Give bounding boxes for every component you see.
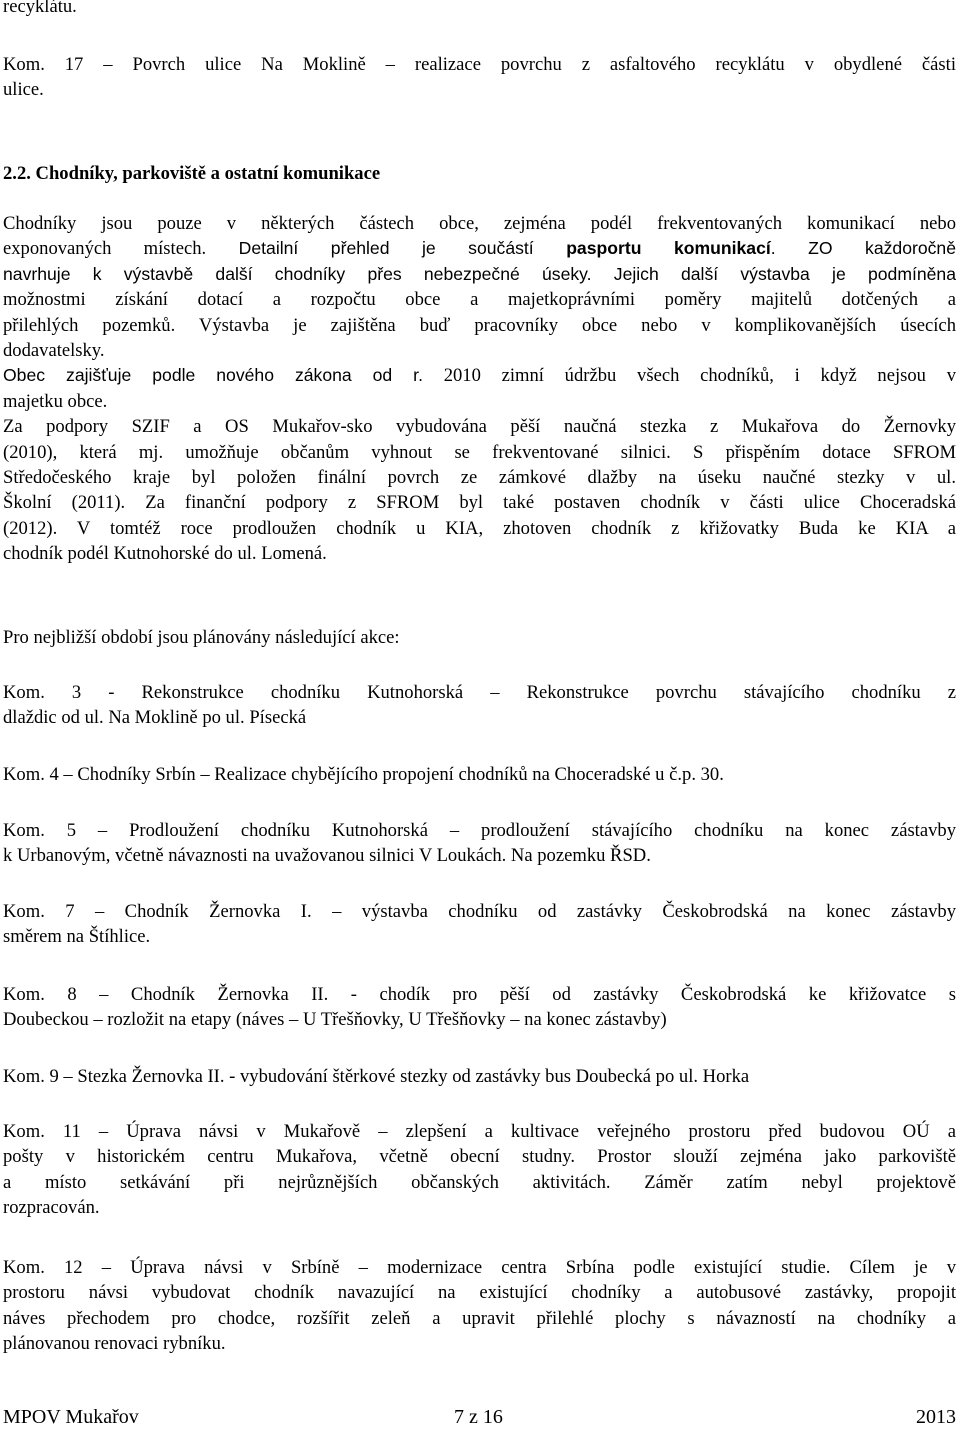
p1-line7: Obec zajišťuje podle nového zákona od r. 2010 zimní údržbu všech chodníků, i když nejsou v bbox=[3, 365, 956, 387]
kom17-paragraph: Kom. 17 – Povrch ulice Na Moklině – realizace povrchu z asfaltového recyklátu v obydlené části ulice. bbox=[3, 54, 956, 101]
page-footer bbox=[3, 1406, 956, 1432]
section-heading: 2.2. Chodníky, parkoviště a ostatní komunikace bbox=[3, 163, 381, 184]
kom8-paragraph: Kom. 8 – Chodník Žernovka II. - chodík pro pěší od zastávky Českobrodská ke křižovatce s Doubeckou – rozložit na etapy (náves – U Třešňovky, U Třešňovky – na konec zástavby) bbox=[3, 984, 956, 1031]
kom4-paragraph: Kom. 4 – Chodníky Srbín – Realizace chybějícího propojení chodníků na Choceradské u č.p. 30. bbox=[3, 764, 724, 785]
kom7-paragraph: Kom. 7 – Chodník Žernovka I. – výstavba chodníku od zastávky Českobrodská na konec zástavby směrem na Štíhlice. bbox=[3, 901, 956, 948]
kom11-paragraph: Kom. 11 – Úprava návsi v Mukařově – zlepšení a kultivace veřejného prostoru před budovou OÚ a pošty v historickém centru Mukařova, včetně obecní studny. Prostor slouží zejména jako parkoviště a místo setkávání při nejrůznějších občanských aktivitách. Záměr zatím nebyl projektově rozpracován. bbox=[3, 1121, 956, 1219]
p1-line2: exponovaných místech. Detailní přehled je součástí pasportu komunikací. ZO každoročně bbox=[3, 238, 957, 260]
top-fragment: recyklátu. bbox=[3, 0, 77, 17]
footer-year: 2013 bbox=[916, 1406, 956, 1428]
page-number: 7 z 16 bbox=[454, 1406, 503, 1428]
kom12-paragraph: Kom. 12 – Úprava návsi v Srbíně – modernizace centra Srbína podle existující studie. Cílem je v prostoru návsi vybudovat chodník navazující na existující chodníky a autobusové zastávky, propojit náves přechodem pro chodce, rozšířit zeleň a upravit přilehlé plochy s návazností na chodníky a plánovanou renovaci rybníku. bbox=[3, 1257, 956, 1355]
kom5-paragraph: Kom. 5 – Prodloužení chodníku Kutnohorská – prodloužení stávajícího chodníku na konec zástavby k Urbanovým, včetně návaznosti na uvažovanou silnici V Loukách. Na pozemku ŘSD. bbox=[3, 820, 956, 867]
footer-title: MPOV Mukařov bbox=[3, 1406, 139, 1428]
kom9-paragraph: Kom. 9 – Stezka Žernovka II. - vybudování štěrkové stezky od zastávky bus Doubecká po ul. Horka bbox=[3, 1066, 750, 1087]
sidewalks-paragraph: Chodníky jsou pouze v některých částech obce, zejména podél frekventovaných komunikací nebo exponovaných místech. Detailní přehled je součástí pasportu komunikací. ZO každoročně navrhuje k výstavbě další chodníky přes nebezpečné úseky. Jejich další výstavba je podmíněna možnostmi získání dotací a rozpočtu obce a majetkoprávními poměry majitelů dotčených a přilehlých pozemků. Výstavba je zajištěna buď pracovníky obce nebo v komplikovanějších úsecích dodavatelsky. Obec zajišťuje podle nového zákona od r. 2010 zimní údržbu všech chodníků, i když nejsou v majetku obce. Za podpory SZIF a OS Mukařov-sko vybudována pěší naučná stezka z Mukařova do Žernovky (2010), která mj. umožňuje občanům vyhnout se frekventované silnici. S přispěním dotace SFROM Středočeského kraje byl položen finální povrch ze zámkové dlažby na úseku naučné stezky v ul. Školní (2011). Za finanční podpory z SFROM byl také postaven chodník v části ulice Choceradská (2012). V tomtéž roce prodloužen chodník u KIA, zhotoven chodník z křižovatky Buda ke KIA a chodník podél Kutnohorské do ul. Lomená. bbox=[3, 213, 957, 565]
plan-intro: Pro nejbližší období jsou plánovány následující akce: bbox=[3, 627, 400, 648]
p1-line3: navrhuje k výstavbě další chodníky přes nebezpečné úseky. Jejich další výstavba je podmíněna bbox=[3, 263, 956, 284]
kom3-paragraph: Kom. 3 - Rekonstrukce chodníku Kutnohorská – Rekonstrukce povrchu stávajícího chodníku z dlaždic od ul. Na Moklině po ul. Písecká bbox=[3, 682, 956, 729]
